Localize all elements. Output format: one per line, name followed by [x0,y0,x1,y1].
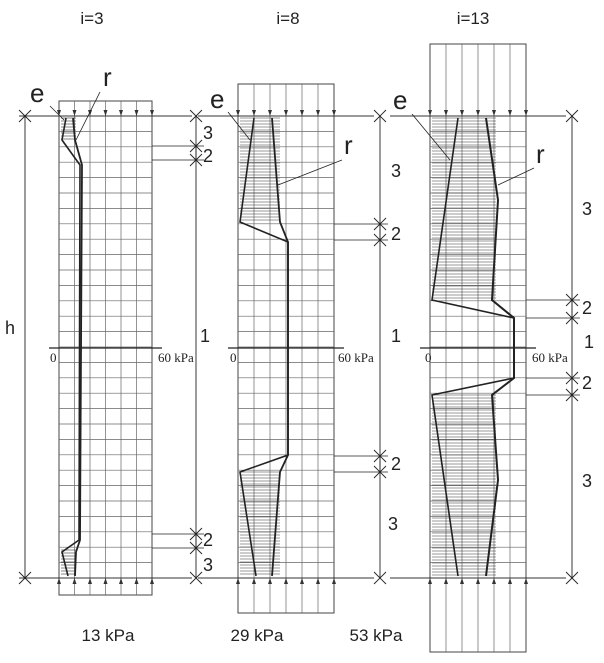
panel2-label-e: e [210,84,225,114]
panel3-zone-top-2: 2 [582,298,593,318]
panel1-hatch-bottom [61,550,76,574]
panel2-zone-bot-2: 2 [391,454,402,474]
load-arrow [444,110,448,116]
load-arrow [332,578,336,584]
height-label: h [5,318,16,338]
panel2-bottom-label: 29 kPa [230,626,284,645]
panel1-zone-bot-3: 3 [203,555,214,575]
panel3-zone1: 1 [584,332,595,352]
load-arrow [508,110,512,116]
load-arrow [119,578,123,584]
panel3-zone-bot-2: 2 [582,373,593,393]
load-arrow [492,110,496,116]
panel3-label-r: r [536,139,545,169]
panel3-bottom-label: 53 kPa [349,626,403,645]
panel2-zone-top-3: 3 [391,161,402,181]
load-arrow [150,110,154,116]
panel1-zone-top-3: 3 [203,123,214,143]
load-arrow [284,578,288,584]
load-arrow [268,578,272,584]
panel1-label-e: e [30,78,45,108]
panel1-zone-bot-2: 2 [203,530,214,550]
panel1-dimension [190,110,202,584]
panel1-bottom-label: 13 kPa [81,626,135,645]
load-arrow [460,578,464,584]
load-arrow [316,578,320,584]
load-arrow [460,110,464,116]
panel3-scale-end: 60 kPa [532,350,568,365]
load-arrow [524,578,528,584]
load-arrow [332,110,336,116]
load-arrow [300,578,304,584]
load-arrow [508,578,512,584]
load-arrow [428,578,432,584]
panel2-label-r: r [344,130,353,160]
panel2-grid [198,84,374,613]
panel3-zone-top-3: 3 [582,199,593,219]
grid-layer [19,44,566,652]
load-arrow [73,578,77,584]
load-arrow [88,578,92,584]
panel3-dimension [566,110,578,584]
load-arrow [476,578,480,584]
load-arrow [150,578,154,584]
panel1-header: i=3 [80,9,104,28]
load-arrow [252,110,256,116]
load-arrow [236,110,240,116]
panel2-leader-r [278,160,342,185]
panel2-zone-top-2: 2 [391,224,402,244]
load-arrow [476,110,480,116]
load-arrow [316,110,320,116]
panel3-scale-start: 0 [425,350,432,365]
panel3-label-e: e [393,85,408,115]
panel3-grid [390,44,566,652]
panel3-header: i=13 [456,9,490,28]
load-arrow [57,578,61,584]
load-arrow [428,110,432,116]
height-dimension [19,110,31,584]
load-arrow [300,110,304,116]
panel2-zone1: 1 [391,326,402,346]
load-arrow [73,110,77,116]
panel2-dimension [374,110,386,584]
panel3-hatch-bottom [432,395,496,575]
panel1-label-r: r [103,62,112,92]
panel2-zone-bot-3: 3 [388,514,399,534]
panel1-zone1: 1 [200,326,211,346]
panel3-hatch-top [432,118,496,298]
panel1-grid [19,101,192,595]
load-arrow [252,578,256,584]
load-arrow [524,110,528,116]
load-arrow [268,110,272,116]
panel1-zone-top-2: 2 [203,146,214,166]
panel1-scale-start: 0 [50,350,57,365]
panel2-scale-end: 60 kPa [338,350,374,365]
load-arrow [119,110,123,116]
panel1-leader-e [50,106,64,120]
load-arrow [104,578,108,584]
load-arrow [444,578,448,584]
load-arrow [135,578,139,584]
load-arrow [236,578,240,584]
load-arrow [492,578,496,584]
panel3-leader-r [498,168,534,185]
load-arrow [284,110,288,116]
load-arrow [135,110,139,116]
panel3-zone-bot-3: 3 [582,471,593,491]
panel2-header: i=8 [276,9,300,28]
panel1-scale-end: 60 kPa [158,350,194,365]
panel2-scale-start: 0 [230,350,237,365]
load-arrow [104,110,108,116]
